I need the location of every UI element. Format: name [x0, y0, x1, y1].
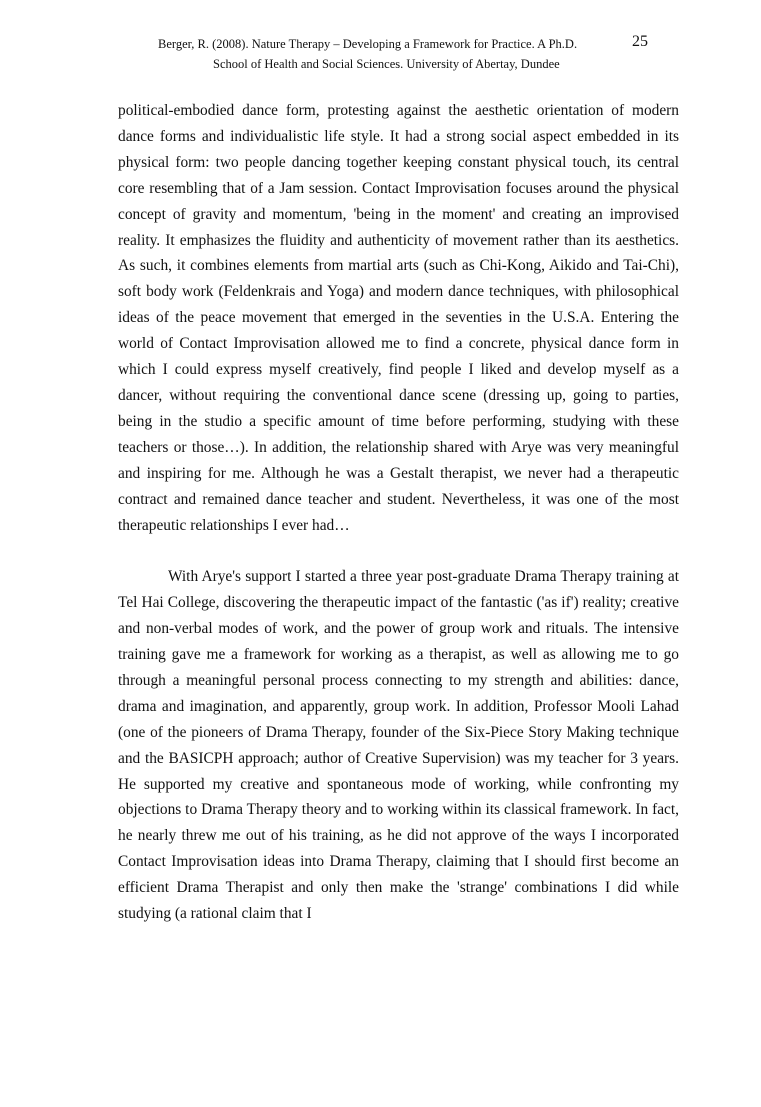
- paragraph-contact-improvisation: political-embodied dance form, protesting against the aesthetic orientation of modern dance forms and individualistic life style. It had a strong social aspect embedded in its physical form: two people dancing together keeping constant physical touch, its central core resembling that of a Jam session. Contact Improvisation focuses around the physical concept of gravity and momentum, 'being in the moment' and creating an improvised reality. It emphasizes the fluidity and authenticity of movement rather than its aesthetics. As such, it combines elements from martial arts (such as Chi-Kong, Aikido and Tai-Chi), soft body work (Feldenkrais and Yoga) and modern dance techniques, with philosophical ideas of the peace movement that emerged in the seventies in the U.S.A. Entering the world of Contact Improvisation allowed me to find a concrete, physical dance form in which I could express myself creatively, find people I liked and develop myself as a dancer, without requiring the conventional dance scene (dressing up, going to parties, being in the studio a specific amount of time before performing, studying with these teachers or those…). In addition, the relationship shared with Arye was very meaningful and inspiring for me. Although he was a Gestalt therapist, we never had a therapeutic contract and remained dance teacher and student. Nevertheless, it was one of the most therapeutic relationships I ever had…: [118, 102, 679, 534]
- header-citation: Berger, R. (2008). Nature Therapy – Developing a Framework for Practice. A Ph.D.: [158, 37, 578, 51]
- paragraph-drama-therapy: With Arye's support I started a three year post-graduate Drama Therapy training at Tel Hai College, discovering the therapeutic impact of the fantastic ('as if') reality; creative and non-verbal modes of work, and the power of group work and rituals. The intensive training gave me a framework for working as a therapist, as well as allowing me to go through a meaningful personal process connecting to my strength and abilities: dance, drama and imagination, and apparently, group work. In addition, Professor Mooli Lahad (one of the pioneers of Drama Therapy, founder of the Six-Piece Story Making technique and the BASICPH approach; author of Creative Supervision) was my teacher for 3 years. He supported my creative and spontaneous mode of working, while confronting my objections to Drama Therapy theory and to working within its classical framework. In fact, he nearly threw me out of his training, as he did not approve of the ways I incorporated Contact Improvisation ideas into Drama Therapy, claiming that I should first become an efficient Drama Therapist and only then make the 'strange' combinations I did while studying (a rational claim that I: [118, 568, 679, 923]
- body-text: [118, 98, 679, 927]
- header-institution: School of Health and Social Sciences. University of Abertay, Dundee: [213, 57, 560, 71]
- page-number: 25: [632, 33, 648, 50]
